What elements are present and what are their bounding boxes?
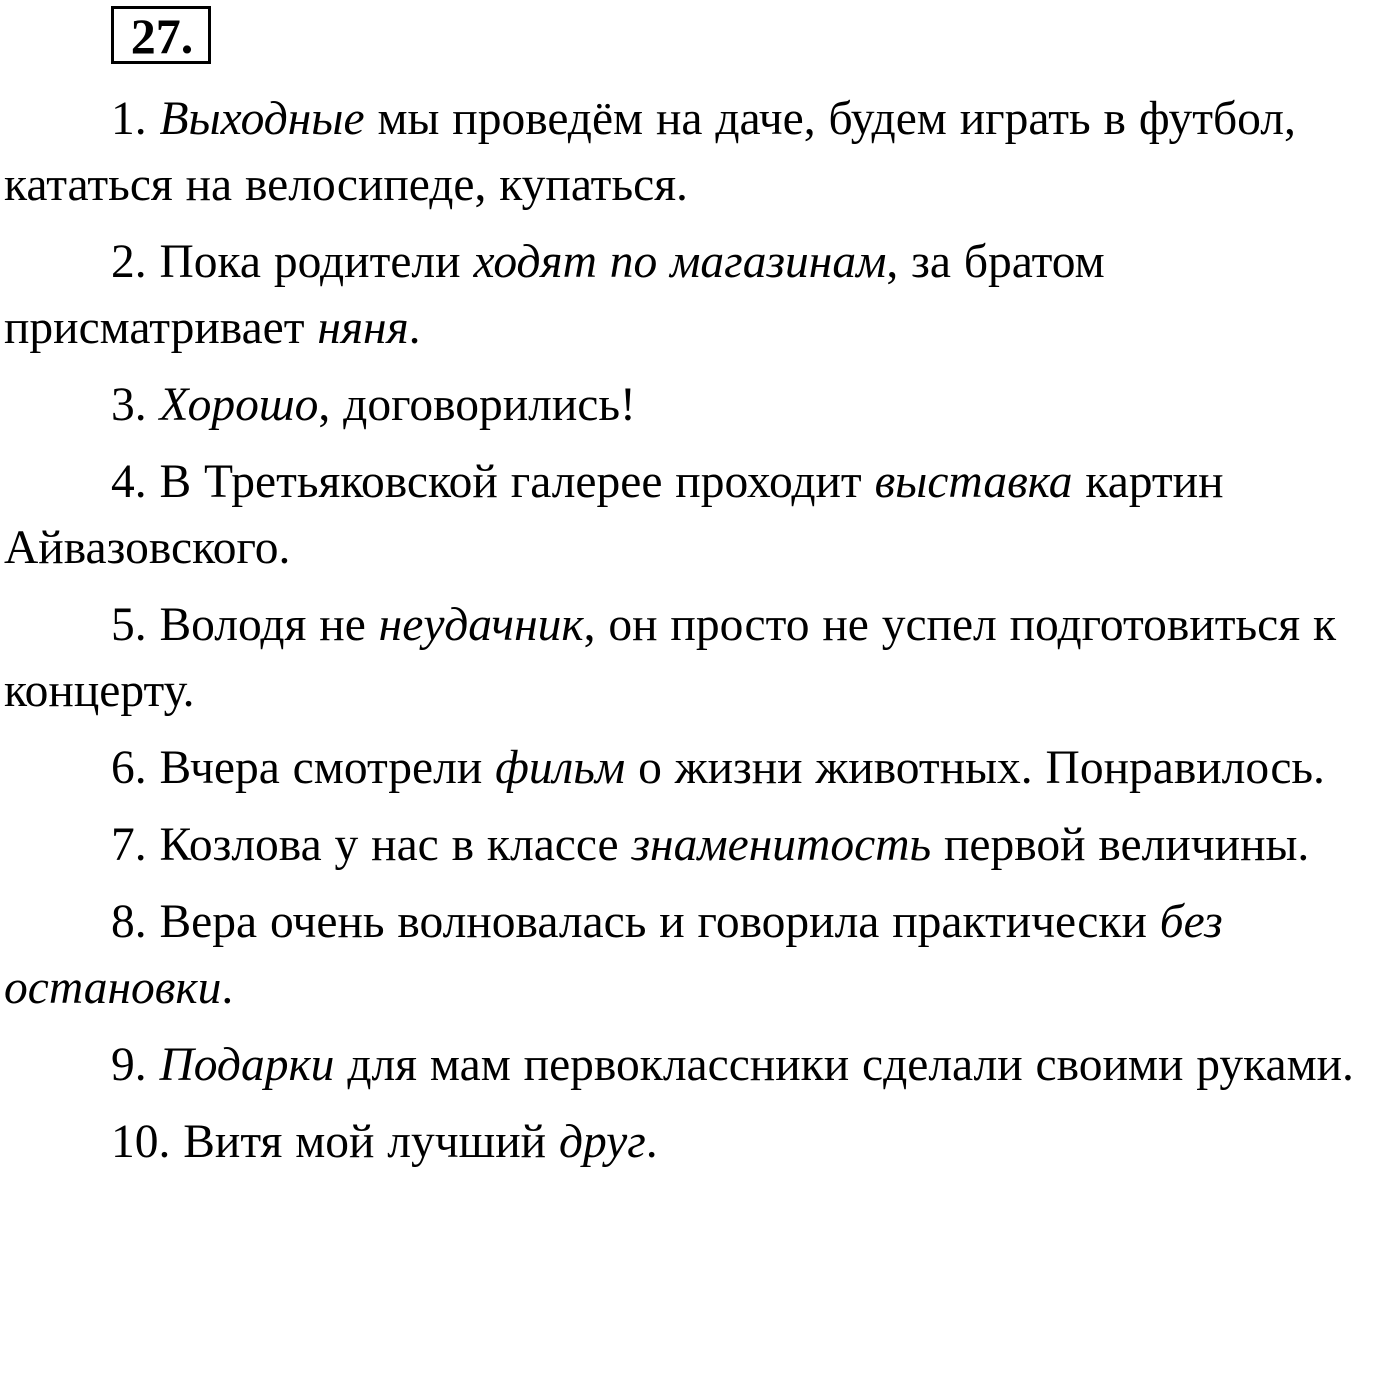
sentence-text: картин Айвазовского.	[4, 456, 1224, 574]
sentence-item	[4, 449, 1398, 581]
sentence-number: 5.	[111, 599, 147, 651]
sentence-text: Володя не	[146, 599, 379, 651]
italic-word: ходят по магазинам	[473, 236, 887, 288]
sentence-text: о жизни животных. Понравилось.	[625, 742, 1325, 794]
sentence-text: .	[645, 1116, 658, 1168]
sentence-number: 6.	[111, 742, 147, 794]
sentence-item	[4, 735, 1398, 801]
italic-word: друг	[558, 1116, 646, 1168]
sentence-list	[4, 86, 1398, 1186]
sentence-text: Вчера смотрели	[146, 742, 496, 794]
sentence-number: 9.	[111, 1039, 147, 1091]
sentence-number: 10.	[111, 1116, 171, 1168]
sentence-number: 7.	[111, 819, 147, 871]
sentence-number: 8.	[111, 896, 147, 948]
sentence-text: , за братом присматривает	[4, 236, 1105, 354]
italic-word: няня	[317, 302, 409, 354]
sentence-item	[4, 1109, 1398, 1175]
sentence-text: , договорились!	[318, 379, 636, 431]
italic-word: фильм	[495, 742, 626, 794]
italic-word: Выходные	[159, 93, 365, 145]
sentence-text: мы проведём на даче, будем играть в футбол, кататься на велосипеде, купаться.	[4, 93, 1296, 211]
sentence-text: , он просто не успел подготовиться к концерту.	[4, 599, 1337, 717]
italic-word: Хорошо	[159, 379, 319, 431]
exercise-number-box: 27.	[111, 6, 211, 64]
sentence-item	[4, 1032, 1398, 1098]
sentence-text: Витя мой лучший	[170, 1116, 559, 1168]
sentence-text: Пока родители	[146, 236, 474, 288]
italic-word: неудачник	[378, 599, 584, 651]
sentence-text: Козлова у нас в классе	[146, 819, 632, 871]
sentence-item	[4, 592, 1398, 724]
sentence-text: В Третьяковской галерее проходит	[146, 456, 875, 508]
italic-word: без остановки	[4, 896, 1223, 1014]
sentence-number: 2.	[111, 236, 147, 288]
sentence-text: .	[221, 962, 234, 1014]
sentence-number: 4.	[111, 456, 147, 508]
sentence-number: 1.	[111, 93, 147, 145]
sentence-item	[4, 86, 1398, 218]
sentence-item	[4, 229, 1398, 361]
sentence-text: первой величины.	[931, 819, 1310, 871]
sentence-text	[147, 379, 160, 431]
sentence-item	[4, 812, 1398, 878]
sentence-item	[4, 889, 1398, 1021]
sentence-text: для мам первоклассники сделали своими руками.	[334, 1039, 1354, 1091]
sentence-text	[147, 93, 160, 145]
sentence-text: .	[408, 302, 421, 354]
italic-word: знаменитость	[631, 819, 932, 871]
sentence-number: 3.	[111, 379, 147, 431]
sentence-item	[4, 372, 1398, 438]
italic-word: выставка	[874, 456, 1073, 508]
sentence-text	[147, 1039, 160, 1091]
italic-word: Подарки	[159, 1039, 335, 1091]
sentence-text: Вера очень волновалась и говорила практически	[146, 896, 1160, 948]
